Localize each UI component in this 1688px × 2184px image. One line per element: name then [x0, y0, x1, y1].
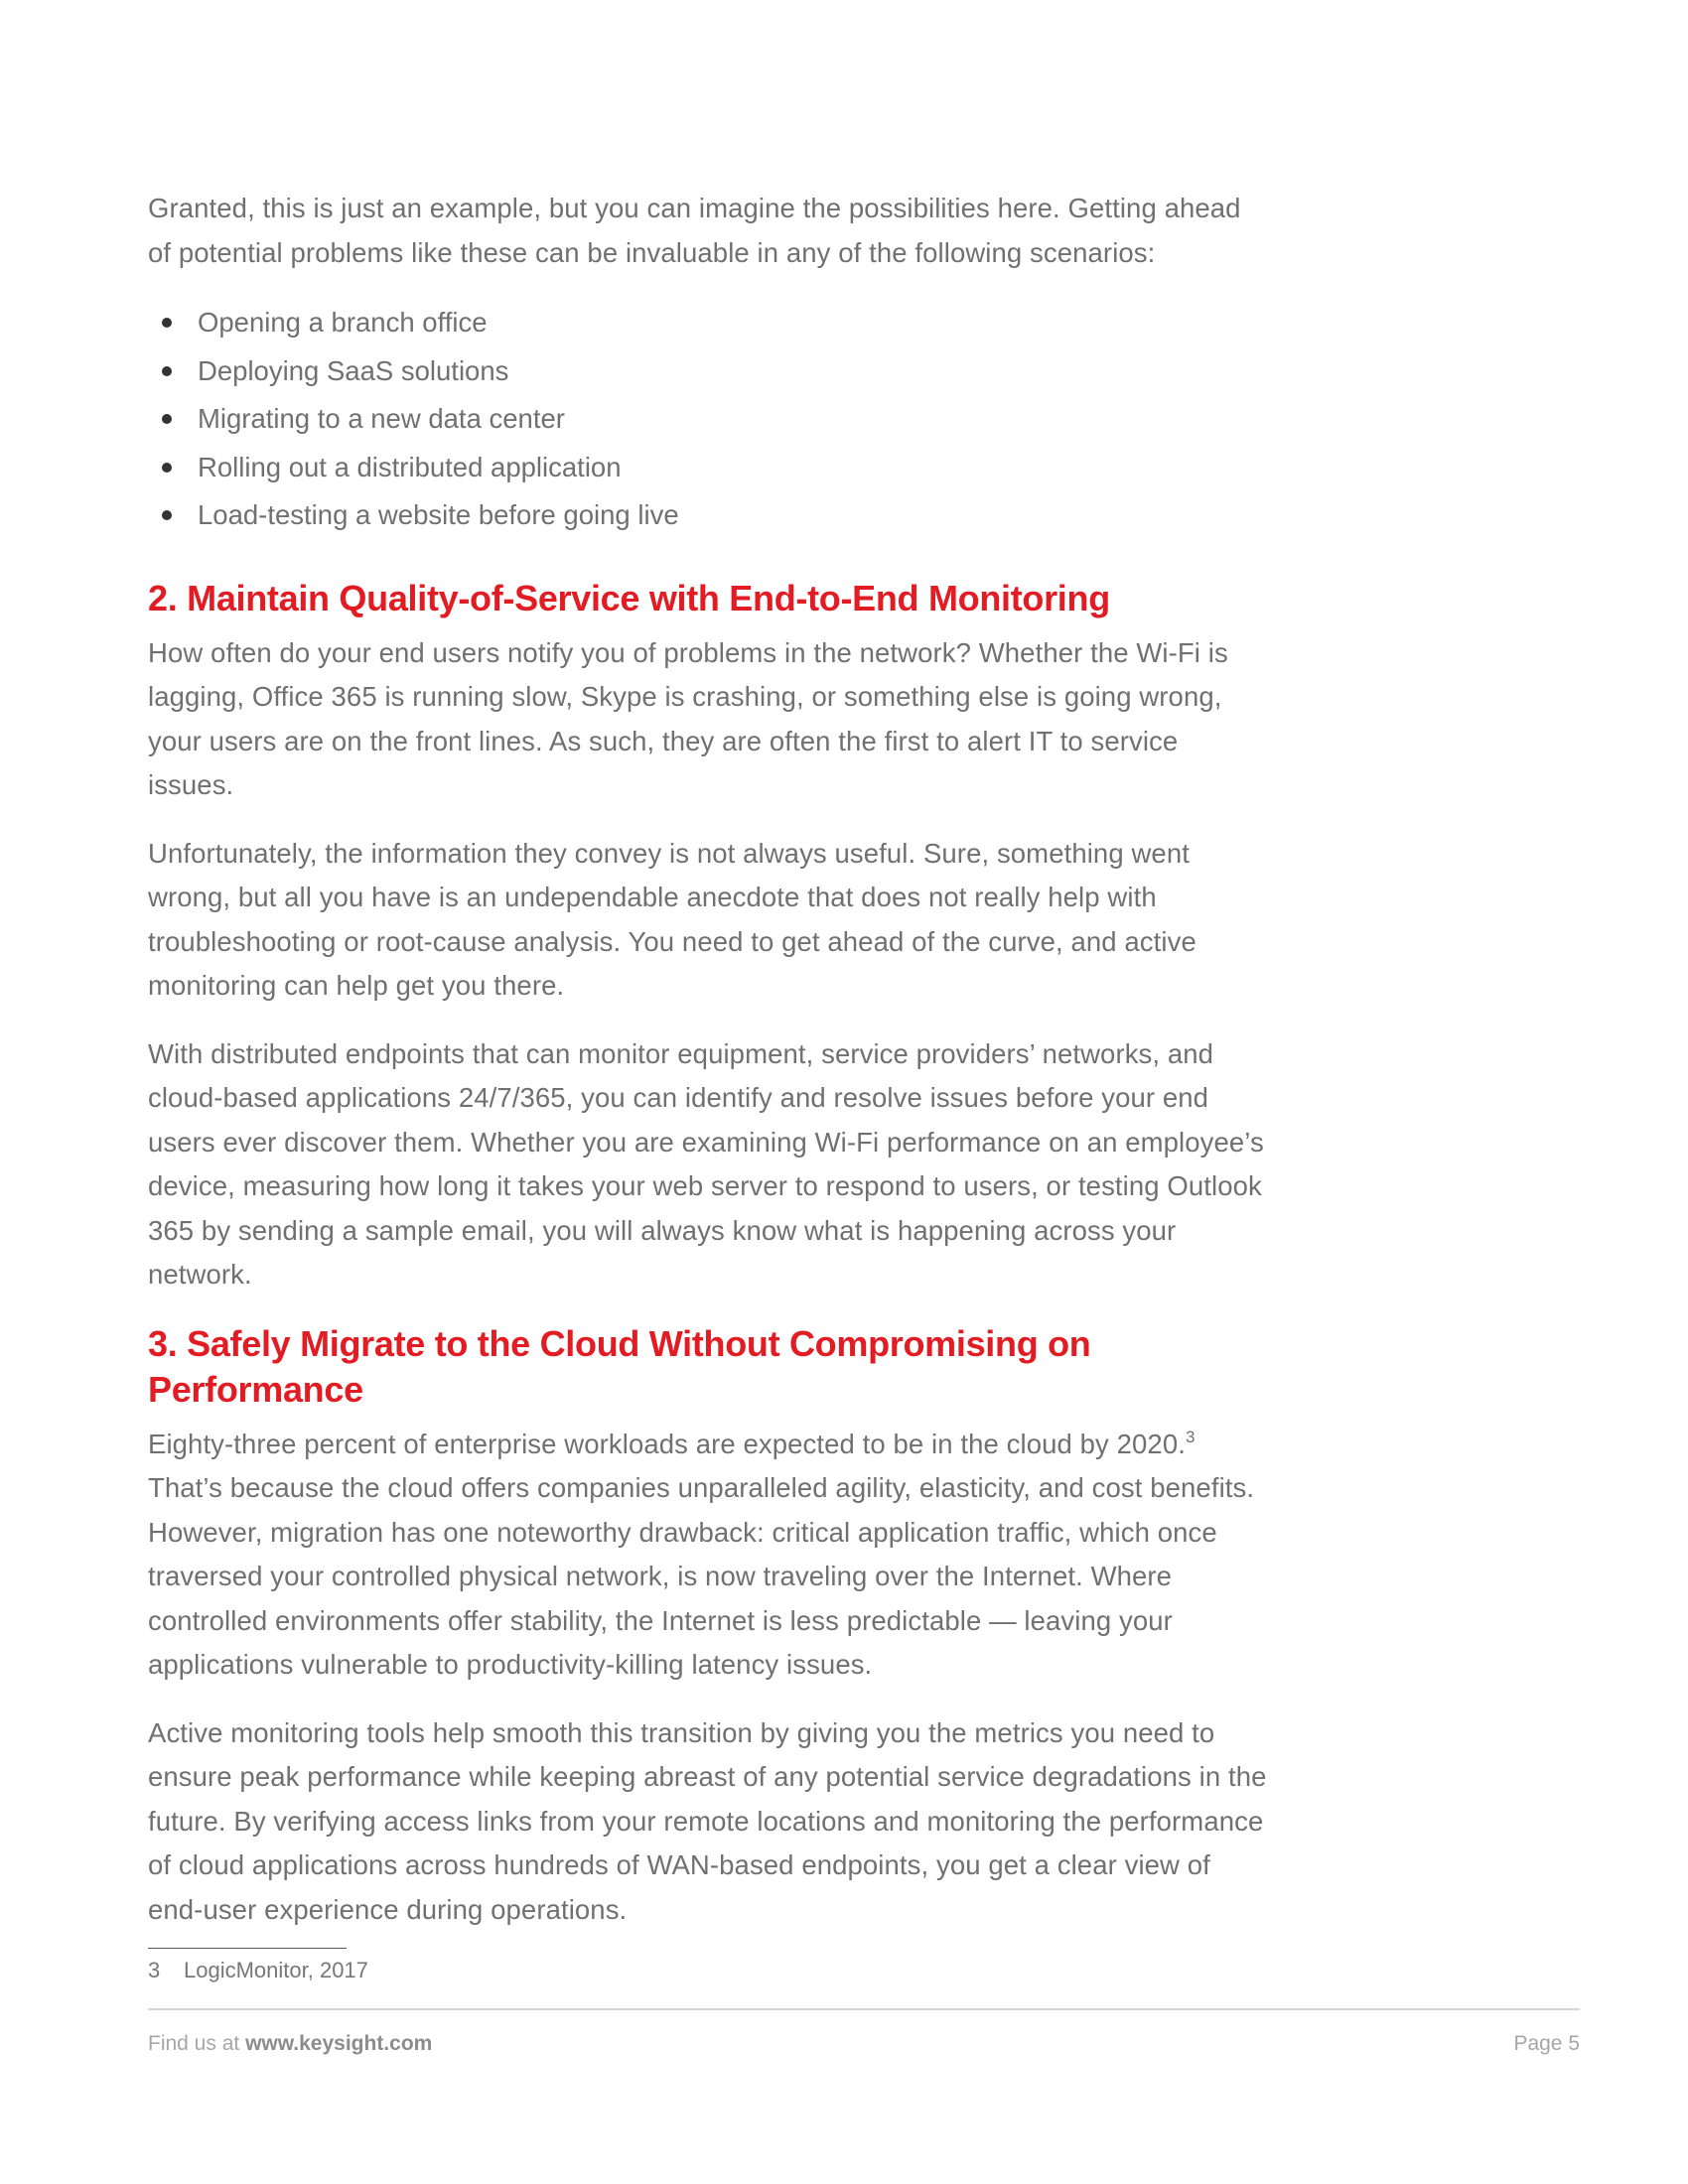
section-2-paragraph-3: With distributed endpoints that can monitor equipment, service providers’ networks, and cloud-based applications 24/7/365, you can identify and resolve issues before your end users ever discover them. Whether you are examining Wi-Fi performance on an employee’s device, measuring how long it takes your web server to respond to users, or testing Outlook 365 by sending a sample email, you will always know what is happening across your network.: [148, 1037, 1264, 1290]
list-item-text: Rolling out a distributed application: [198, 451, 622, 482]
section-3-paragraph-1-lead: Eighty-three percent of enterprise workloads are expected to be in the cloud by 2020.: [148, 1428, 1186, 1459]
footer-divider: [148, 2008, 1580, 2010]
bullet-icon: [162, 463, 172, 473]
document-body: [148, 187, 1270, 1956]
list-item: [148, 347, 1270, 396]
bullet-icon: [162, 318, 172, 328]
footer-find-us: [148, 2031, 432, 2057]
scenario-list: [148, 299, 1270, 540]
footer-website-link[interactable]: www.keysight.com: [245, 2032, 433, 2055]
footnote-reference: 3: [1185, 1427, 1196, 1446]
section-2-heading: 2. Maintain Quality-of-Service with End-to-End Monitoring: [148, 577, 1110, 618]
bullet-icon: [162, 366, 172, 376]
page-number: Page 5: [1513, 2032, 1580, 2055]
intro-paragraph: Granted, this is just an example, but you can imagine the possibilities here. Getting ahead of potential problems like these can be invaluable in any of the following scenarios:: [148, 193, 1241, 268]
section-2-paragraph-2: Unfortunately, the information they convey is not always useful. Sure, something went wrong, but all you have is an undependable anecdote that does not really help with troubleshooting or root-cause analysis. You need to get ahead of the curve, and active monitoring can help get you there.: [148, 837, 1196, 1001]
list-item: [148, 491, 1270, 540]
section-3-paragraph-1-rest: That’s because the cloud offers companies unparalleled agility, elasticity, and cost benefits. However, migration has one noteworthy drawback: critical application traffic, which once traversed your controlled physical network, is now traveling over the Internet. Where controlled environments offer stability, the Internet is less predictable — leaving your applications vulnerable to productivity-killing latency issues.: [148, 1472, 1255, 1680]
bullet-icon: [162, 510, 172, 520]
section-3-heading: 3. Safely Migrate to the Cloud Without Compromising on Performance: [148, 1322, 1091, 1410]
section-3-paragraph-1: [148, 1423, 1270, 1688]
list-item-text: Migrating to a new data center: [198, 403, 565, 434]
list-item-text: Load-testing a website before going live: [198, 499, 679, 530]
footnote-divider: [148, 1948, 347, 1949]
list-item: [148, 395, 1270, 444]
footer-find-us-label: Find us at: [148, 2032, 240, 2055]
section-2-paragraph-1: How often do your end users notify you of problems in the network? Whether the Wi-Fi is lagging, Office 365 is running slow, Skype is crashing, or something else is going wrong, your users are on the front lines. As such, they are often the first to alert IT to service issues.: [148, 636, 1228, 800]
list-item-text: Opening a branch office: [198, 307, 488, 338]
footnote-number: 3: [148, 1958, 161, 1982]
footnote: [148, 1956, 368, 1985]
list-item-text: Deploying SaaS solutions: [198, 354, 509, 386]
list-item: [148, 299, 1270, 347]
section-3-paragraph-2: Active monitoring tools help smooth this transition by giving you the metrics you need to ensure peak performance while keeping abreast of any potential service degradations in the future. By verifying access links from your remote locations and monitoring the performance of cloud applications across hundreds of WAN-based endpoints, you get a clear view of end-user experience during operations.: [148, 1716, 1267, 1925]
list-item: [148, 444, 1270, 492]
bullet-icon: [162, 414, 172, 424]
footnote-text: LogicMonitor, 2017: [184, 1958, 368, 1982]
